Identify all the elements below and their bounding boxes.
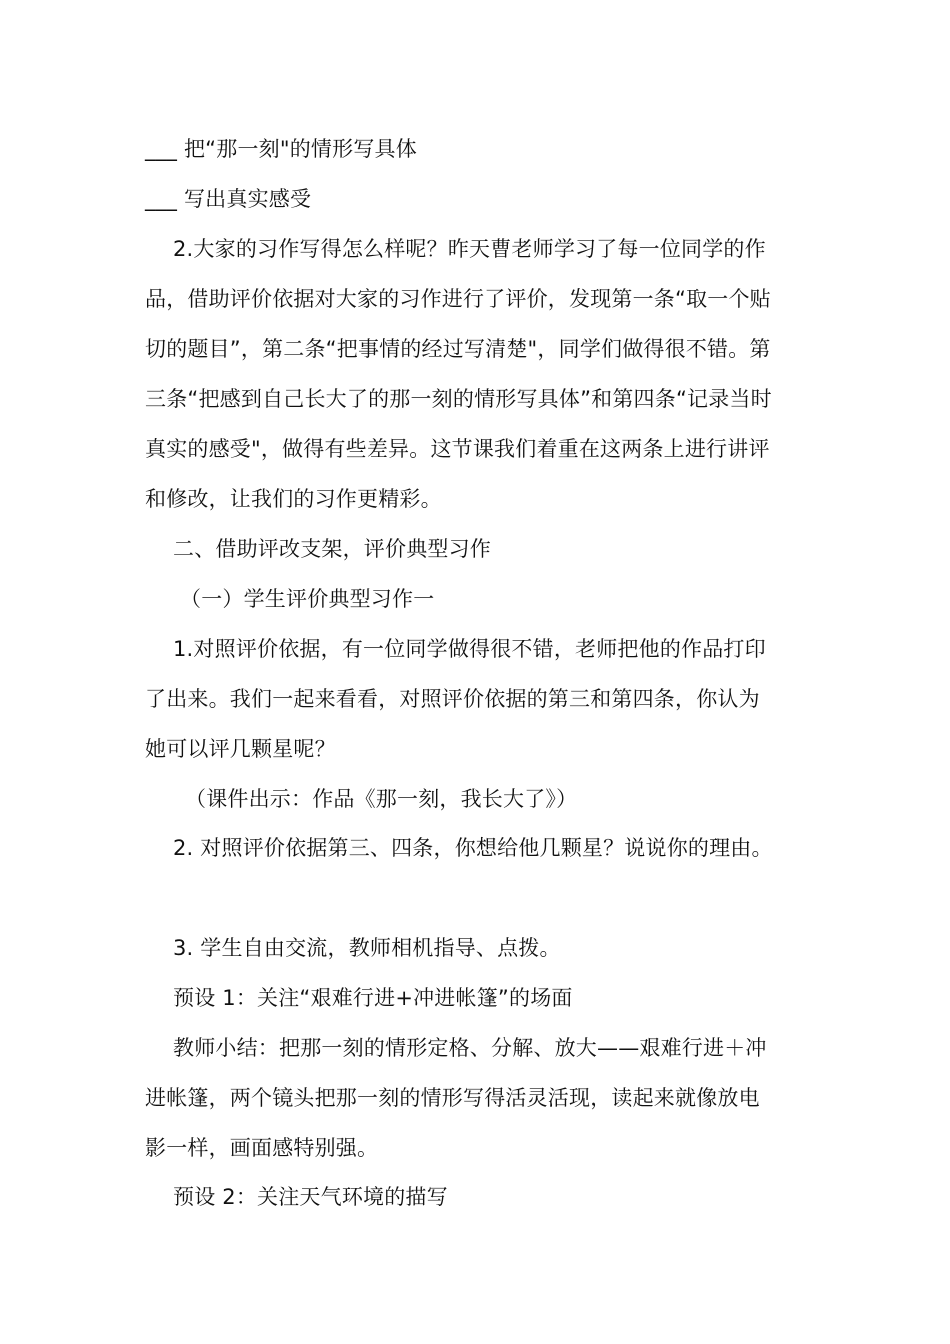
section-heading-2: 二、借助评改支架，评价典型习作 <box>173 537 491 561</box>
item-2: 2. 对照评价依据第三、四条，你想给他几颗星？说说你的理由。 <box>173 836 773 860</box>
preset-2: 预设 2：关注天气环境的描写 <box>173 1185 448 1209</box>
paragraph-2-line-5: 真实的感受"，做得有些差异。这节课我们着重在这两条上进行讲评 <box>145 437 770 461</box>
item-1-line-2: 了出来。我们一起来看看，对照评价依据的第三和第四条，你认为 <box>145 687 760 711</box>
paragraph-2-line-3: 切的题目”，第二条“把事情的经过写清楚"，同学们做得很不错。第 <box>145 337 771 361</box>
teacher-summary-line-2: 进帐篷，两个镜头把那一刻的情形写得活灵活现，读起来就像放电 <box>145 1086 760 1110</box>
item-3: 3. 学生自由交流，教师相机指导、点拨。 <box>173 936 561 960</box>
courseware-note: （课件出示：作品《那一刻，我长大了》） <box>185 787 578 811</box>
item-1-line-3: 她可以评几颗星呢？ <box>145 737 336 761</box>
paragraph-2-line-6: 和修改，让我们的习作更精彩。 <box>145 487 442 511</box>
paragraph-2-line-1: 2.大家的习作写得怎么样呢？昨天曹老师学习了每一位同学的作 <box>173 237 766 261</box>
teacher-summary-line-3: 影一样，画面感特别强。 <box>145 1136 379 1160</box>
teacher-summary-line-1: 教师小结：把那一刻的情形定格、分解、放大——艰难行进＋冲 <box>173 1036 767 1060</box>
item-1-line-1: 1.对照评价依据，有一位同学做得很不错，老师把他的作品打印 <box>173 637 766 661</box>
subsection-heading-1: （一）学生评价典型习作一 <box>180 587 435 611</box>
checklist-item-specific: ___ 把“那一刻"的情形写具体 <box>145 137 417 161</box>
preset-1: 预设 1：关注“艰难行进+冲进帐篷”的场面 <box>173 986 573 1010</box>
paragraph-2-line-2: 品，借助评价依据对大家的习作进行了评价，发现第一条“取一个贴 <box>145 287 771 311</box>
paragraph-2-line-4: 三条“把感到自己长大了的那一刻的情形写具体”和第四条“记录当时 <box>145 387 772 411</box>
checklist-item-feelings: ___ 写出真实感受 <box>145 187 312 211</box>
